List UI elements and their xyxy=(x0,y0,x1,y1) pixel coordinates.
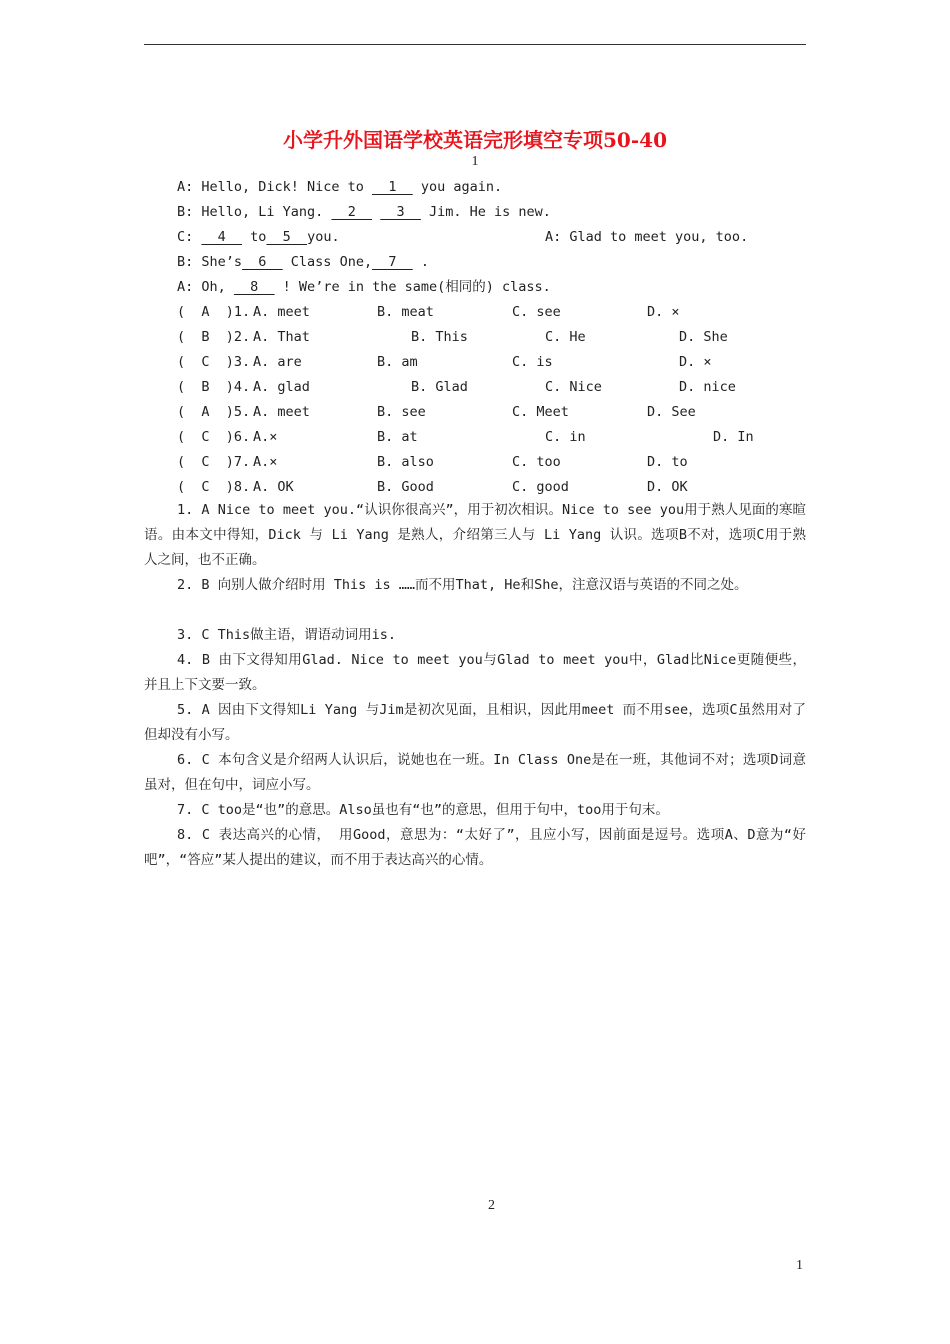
dialogue-text: Class One, xyxy=(282,254,373,270)
explanation-item: 7. C too是“也”的意思。Also虽也有“也”的意思，但用于句中，too用于句末。 xyxy=(177,802,669,818)
option-a: A.× xyxy=(253,454,278,470)
question-answer: ( C )7. xyxy=(177,454,251,470)
answer-blank: 5 xyxy=(266,229,308,245)
option-d: D. In xyxy=(713,429,754,445)
dialogue-line xyxy=(177,278,551,296)
dialogue-text: ! We’re in the same(相同的) class. xyxy=(274,279,551,295)
question-row xyxy=(177,353,777,371)
option-b: B. meat xyxy=(377,304,434,320)
answer-blank: 7 xyxy=(372,254,413,270)
dialogue-text: A: Oh, xyxy=(177,279,234,295)
option-d: D. × xyxy=(647,304,680,320)
question-answer: ( C )3. xyxy=(177,354,251,370)
option-a: A. That xyxy=(253,329,310,345)
option-d: D. to xyxy=(647,454,688,470)
option-d: D. nice xyxy=(679,379,736,395)
dialogue-line xyxy=(177,228,340,246)
dialogue-text: B: She’s xyxy=(177,254,243,270)
explanation-item: 8. C 表达高兴的心情， 用Good，意思为：“太好了”，且应小写，因前面是逗号。选项A、D意为“好吧”，“答应”某人提出的建议，而不用于表达高兴的心情。 xyxy=(144,827,806,868)
question-answer: ( B )4. xyxy=(177,379,251,395)
question-answer: ( A )5. xyxy=(177,404,251,420)
answer-blank: 6 xyxy=(242,254,283,270)
explanation-item: 3. C This做主语，谓语动词用is. xyxy=(177,627,397,643)
question-row xyxy=(177,403,777,421)
page-title: 小学升外国语学校英语完形填空专项50-40 xyxy=(283,128,667,152)
option-c: C. Meet xyxy=(512,404,569,420)
option-b: B. This xyxy=(411,329,468,345)
dialogue-line-extra: A: Glad to meet you, too. xyxy=(545,229,749,245)
explanation-item: 5. A 因由下文得知Li Yang 与Jim是初次见面，且相识，因此用meet 而不用see，选项C虽然用对了但却没有小写。 xyxy=(144,702,806,743)
dialogue-text: A: Hello, Dick! Nice to xyxy=(177,179,373,195)
question-row xyxy=(177,328,777,346)
answer-blank: 4 xyxy=(201,229,243,245)
option-c: C. is xyxy=(512,354,553,370)
option-d: D. She xyxy=(679,329,728,345)
option-b: B. see xyxy=(377,404,426,420)
option-c: C. good xyxy=(512,479,569,495)
dialogue-text: . xyxy=(412,254,429,270)
top-rule xyxy=(144,44,806,45)
page-number-mid: 2 xyxy=(488,1198,495,1213)
dialogue-line xyxy=(177,203,551,221)
dialogue-text: B: Hello, Li Yang. xyxy=(177,204,332,220)
explanation-item: 4. B 由下文得知用Glad. Nice to meet you与Glad to meet you中，Glad比Nice更随便些，并且上下文要一致。 xyxy=(144,652,806,693)
option-c: C. see xyxy=(512,304,561,320)
question-row xyxy=(177,378,777,396)
dialogue-text: C: xyxy=(177,229,202,245)
explanation-item: 1. A Nice to meet you.“认识你很高兴”，用于初次相识。Nice to see you用于熟人见面的寒暄语。由本文中得知，Dick 与 Li Yang 是熟人，介绍第三人与 Li Yang 认识。选项B不对，选项C用于熟人之间，也不正确。 xyxy=(144,502,806,568)
dialogue-line xyxy=(177,253,429,271)
dialogue-line xyxy=(177,178,502,196)
question-row xyxy=(177,453,777,471)
option-c: C. too xyxy=(512,454,561,470)
question-row xyxy=(177,428,777,446)
page-number-corner: 1 xyxy=(796,1258,803,1273)
option-d: D. OK xyxy=(647,479,688,495)
option-a: A. glad xyxy=(253,379,310,395)
option-c: C. in xyxy=(545,429,586,445)
dialogue-text xyxy=(372,204,380,220)
option-a: A. meet xyxy=(253,404,310,420)
option-a: A.× xyxy=(253,429,278,445)
explanation-item: 6. C 本句含义是介绍两人认识后，说她也在一班。In Class One是在一班，其他词不对；选项D词意虽对，但在句中，词应小写。 xyxy=(144,752,806,793)
option-b: B. at xyxy=(377,429,418,445)
option-c: C. He xyxy=(545,329,586,345)
section-number: 1 xyxy=(471,154,479,169)
dialogue-text: Jim. He is new. xyxy=(420,204,551,220)
answer-blank: 1 xyxy=(372,179,413,195)
question-row xyxy=(177,478,777,496)
dialogue-text: you. xyxy=(307,229,340,245)
option-b: B. Good xyxy=(377,479,434,495)
answer-blank: 2 xyxy=(331,204,373,220)
dialogue-text: you again. xyxy=(412,179,503,195)
option-c: C. Nice xyxy=(545,379,602,395)
option-d: D. See xyxy=(647,404,696,420)
question-answer: ( C )6. xyxy=(177,429,251,445)
option-b: B. also xyxy=(377,454,434,470)
question-answer: ( C )8. xyxy=(177,479,251,495)
answer-blank: 3 xyxy=(380,204,421,220)
option-b: B. am xyxy=(377,354,418,370)
question-answer: ( A )1. xyxy=(177,304,251,320)
answer-blank: 8 xyxy=(233,279,275,295)
explanation-item: 2. B 向别人做介绍时用 This is ……而不用That, He和She，注意汉语与英语的不同之处。 xyxy=(177,577,748,593)
option-a: A. OK xyxy=(253,479,294,495)
option-a: A. are xyxy=(253,354,302,370)
option-d: D. × xyxy=(679,354,712,370)
option-b: B. Glad xyxy=(411,379,468,395)
option-a: A. meet xyxy=(253,304,310,320)
dialogue-text: to xyxy=(242,229,267,245)
question-answer: ( B )2. xyxy=(177,329,251,345)
question-row xyxy=(177,303,777,321)
